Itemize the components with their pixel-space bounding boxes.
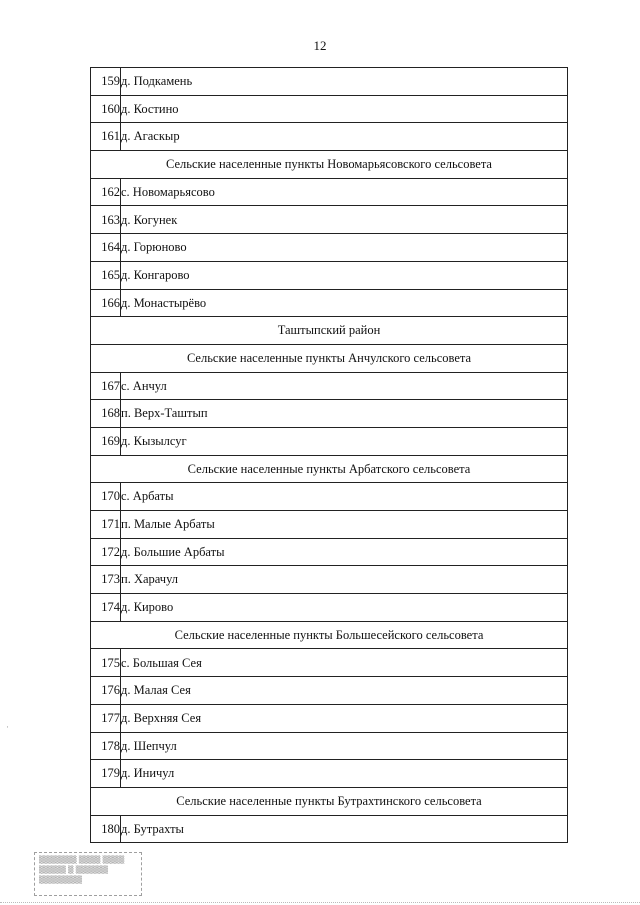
scan-bottom-edge (0, 902, 640, 903)
table-row (91, 68, 568, 96)
section-header-row (91, 787, 568, 815)
table-row (91, 760, 568, 788)
row-number: 173 (91, 566, 121, 594)
row-number: 176 (91, 677, 121, 705)
table-row (91, 511, 568, 539)
page-number: 12 (313, 38, 327, 53)
row-number: 180 (91, 815, 121, 843)
table-row (91, 566, 568, 594)
settlement-name: п. Малые Арбаты (121, 511, 568, 539)
settlement-name: д. Агаскыр (121, 123, 568, 151)
row-number: 172 (91, 538, 121, 566)
table-row (91, 815, 568, 843)
table-row (91, 289, 568, 317)
table-row (91, 95, 568, 123)
table-row (91, 538, 568, 566)
row-number: 160 (91, 95, 121, 123)
row-number: 164 (91, 234, 121, 262)
section-header: Сельские населенные пункты Большесейского сельсовета (91, 621, 568, 649)
row-number: 177 (91, 704, 121, 732)
settlement-name: д. Бутрахты (121, 815, 568, 843)
section-header-row (91, 455, 568, 483)
settlements-table-body (91, 68, 568, 843)
section-header-row (91, 317, 568, 345)
table-row (91, 677, 568, 705)
section-header-row (91, 344, 568, 372)
row-number: 178 (91, 732, 121, 760)
table-row (91, 704, 568, 732)
section-header-row (91, 621, 568, 649)
row-number: 163 (91, 206, 121, 234)
settlement-name: д. Костино (121, 95, 568, 123)
settlement-name: с. Арбаты (121, 483, 568, 511)
section-header: Сельские населенные пункты Бутрахтинского сельсовета (91, 787, 568, 815)
settlement-name: с. Анчул (121, 372, 568, 400)
section-header: Сельские населенные пункты Анчулского сельсовета (91, 344, 568, 372)
table-row (91, 178, 568, 206)
table-row (91, 123, 568, 151)
section-header-row (91, 151, 568, 179)
table-row (91, 400, 568, 428)
table-row (91, 427, 568, 455)
table-row (91, 261, 568, 289)
section-header: Сельские населенные пункты Новомарьясовского сельсовета (91, 151, 568, 179)
settlement-name: д. Кызылсуг (121, 427, 568, 455)
row-number: 167 (91, 372, 121, 400)
table-row (91, 206, 568, 234)
row-number: 162 (91, 178, 121, 206)
row-number: 171 (91, 511, 121, 539)
settlement-name: п. Верх-Таштып (121, 400, 568, 428)
row-number: 161 (91, 123, 121, 151)
row-number: 165 (91, 261, 121, 289)
table-row (91, 234, 568, 262)
table-row (91, 483, 568, 511)
section-header: Сельские населенные пункты Арбатского сельсовета (91, 455, 568, 483)
settlement-name: п. Харачул (121, 566, 568, 594)
row-number: 170 (91, 483, 121, 511)
row-number: 159 (91, 68, 121, 96)
section-header: Таштыпский район (91, 317, 568, 345)
settlement-name: с. Большая Сея (121, 649, 568, 677)
settlement-name: д. Шепчул (121, 732, 568, 760)
settlement-name: с. Новомарьясово (121, 178, 568, 206)
settlement-name: д. Когунек (121, 206, 568, 234)
settlements-table (90, 67, 568, 843)
settlement-name: д. Иничул (121, 760, 568, 788)
scan-edge-mark: · (6, 722, 9, 732)
settlement-name: д. Кирово (121, 594, 568, 622)
settlement-name: д. Верхняя Сея (121, 704, 568, 732)
settlement-name: д. Малая Сея (121, 677, 568, 705)
registration-stamp: ▒▒▒▒▒▒▒ ▒▒▒▒ ▒▒▒▒ ▒▒▒▒▒ ▒ ▒▒▒▒▒▒ ▒▒▒▒▒▒▒▒ (34, 852, 142, 896)
settlement-name: д. Монастырёво (121, 289, 568, 317)
row-number: 175 (91, 649, 121, 677)
row-number: 174 (91, 594, 121, 622)
table-row (91, 372, 568, 400)
table-row (91, 594, 568, 622)
row-number: 168 (91, 400, 121, 428)
settlement-name: д. Горюново (121, 234, 568, 262)
row-number: 166 (91, 289, 121, 317)
settlement-name: д. Конгарово (121, 261, 568, 289)
settlement-name: д. Большие Арбаты (121, 538, 568, 566)
table-row (91, 732, 568, 760)
row-number: 169 (91, 427, 121, 455)
table-row (91, 649, 568, 677)
row-number: 179 (91, 760, 121, 788)
settlement-name: д. Подкамень (121, 68, 568, 96)
